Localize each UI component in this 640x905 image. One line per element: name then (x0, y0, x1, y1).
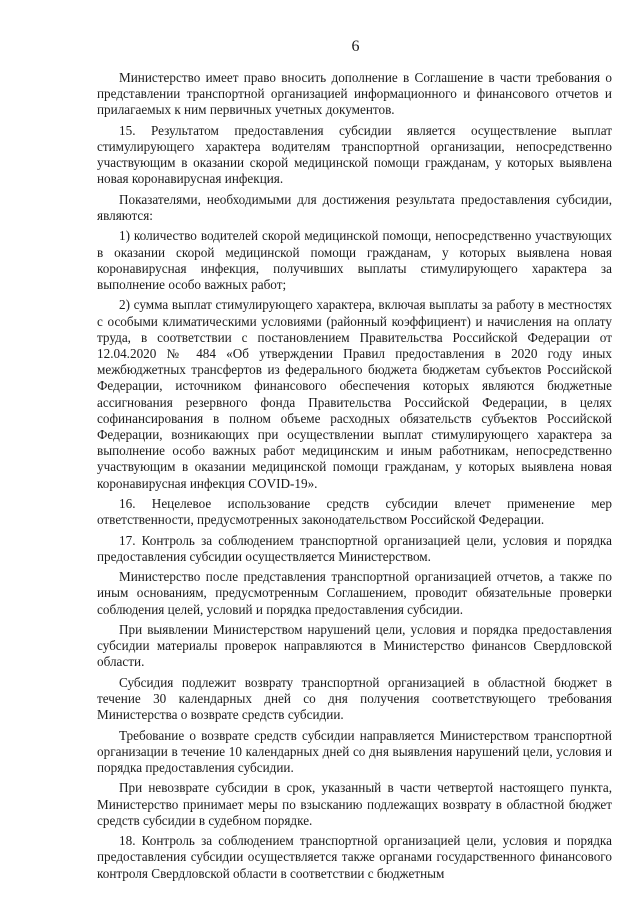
paragraph: Министерство после представления транспортной организацией отчетов, а также по иным основаниям, предусмотренным Соглашением, проводит обязательные проверки соблюдения целей, условий и порядка предоставления субсидии. (97, 569, 612, 617)
paragraph: Требование о возврате средств субсидии направляется Министерством транспортной организации в течение 10 календарных дней со дня выявления нарушений цели, условия и порядка предоставления субсидии. (97, 727, 612, 775)
paragraph: При выявлении Министерством нарушений цели, условия и порядка предоставления субсидии материалы проверок направляются в Министерство финансов Свердловской области. (97, 622, 612, 670)
paragraph: 15. Результатом предоставления субсидии является осуществление выплат стимулирующего характера водителям транспортной организации, непосредственно участвующим в оказании скорой медицинской помощи гражданам, у которых выявлена новая коронавирусная инфекция. (97, 122, 612, 187)
paragraph: 16. Нецелевое использование средств субсидии влечет применение мер ответственности, предусмотренных законодательством Российской Федерации. (97, 496, 612, 528)
paragraph: Министерство имеет право вносить дополнение в Соглашение в части требования о представлении транспортной организацией информационного и финансового отчетов и прилагаемых к ним первичных учетных документов. (97, 70, 612, 118)
page-number: 6 (351, 38, 360, 55)
paragraph: Показателями, необходимыми для достижения результата предоставления субсидии, являются: (97, 191, 612, 223)
paragraph: При невозврате субсидии в срок, указанный в части четвертой настоящего пункта, Министерство принимает меры по взысканию подлежащих возврату в областной бюджет средств субсидии в судебном порядке. (97, 780, 612, 828)
paragraph: 1) количество водителей скорой медицинской помощи, непосредственно участвующих в оказании скорой медицинской помощи гражданам, у которых выявлена новая коронавирусная инфекция, получивших выплаты стимулирующего характера за выполнение особо важных работ; (97, 228, 612, 292)
paragraph: 2) сумма выплат стимулирующего характера, включая выплаты за работу в местностях с особыми климатическими условиями (районный коэффициент) и начисления на оплату труда, в соответствии с постановлением Правительства Российской Федерации от 12.04.2020 № 484 «Об утверждении Правил предоставления в 2020 году иных межбюджетных трансфертов из федерального бюджета бюджетам субъектов Российской Федерации, источником финансового обеспечения которых являются бюджетные ассигнования резервного фонда Правительства Российской Федерации, в целях софинансирования в полном объеме расходных обязательств субъектов Российской Федерации, возникающих при осуществлении выплат стимулирующего характера за выполнение особо важных работ медицинским и иным работникам, непосредственно участвующим в оказании медицинской помощи гражданам, у которых выявлена новая коронавирусная инфекция COVID-19». (97, 297, 612, 491)
paragraph: Субсидия подлежит возврату транспортной организацией в областной бюджет в течение 30 календарных дней со дня получения соответствующего требования Министерства о возврате средств субсидии. (97, 674, 612, 723)
paragraph: 17. Контроль за соблюдением транспортной организацией цели, условия и порядка предоставления субсидии осуществляется Министерством. (97, 532, 612, 564)
document-body (97, 70, 612, 882)
paragraph: 18. Контроль за соблюдением транспортной организацией цели, условия и порядка предоставления субсидии осуществляется также органами государственного финансового контроля Свердловской области в соответствии с бюджетным (97, 833, 612, 881)
